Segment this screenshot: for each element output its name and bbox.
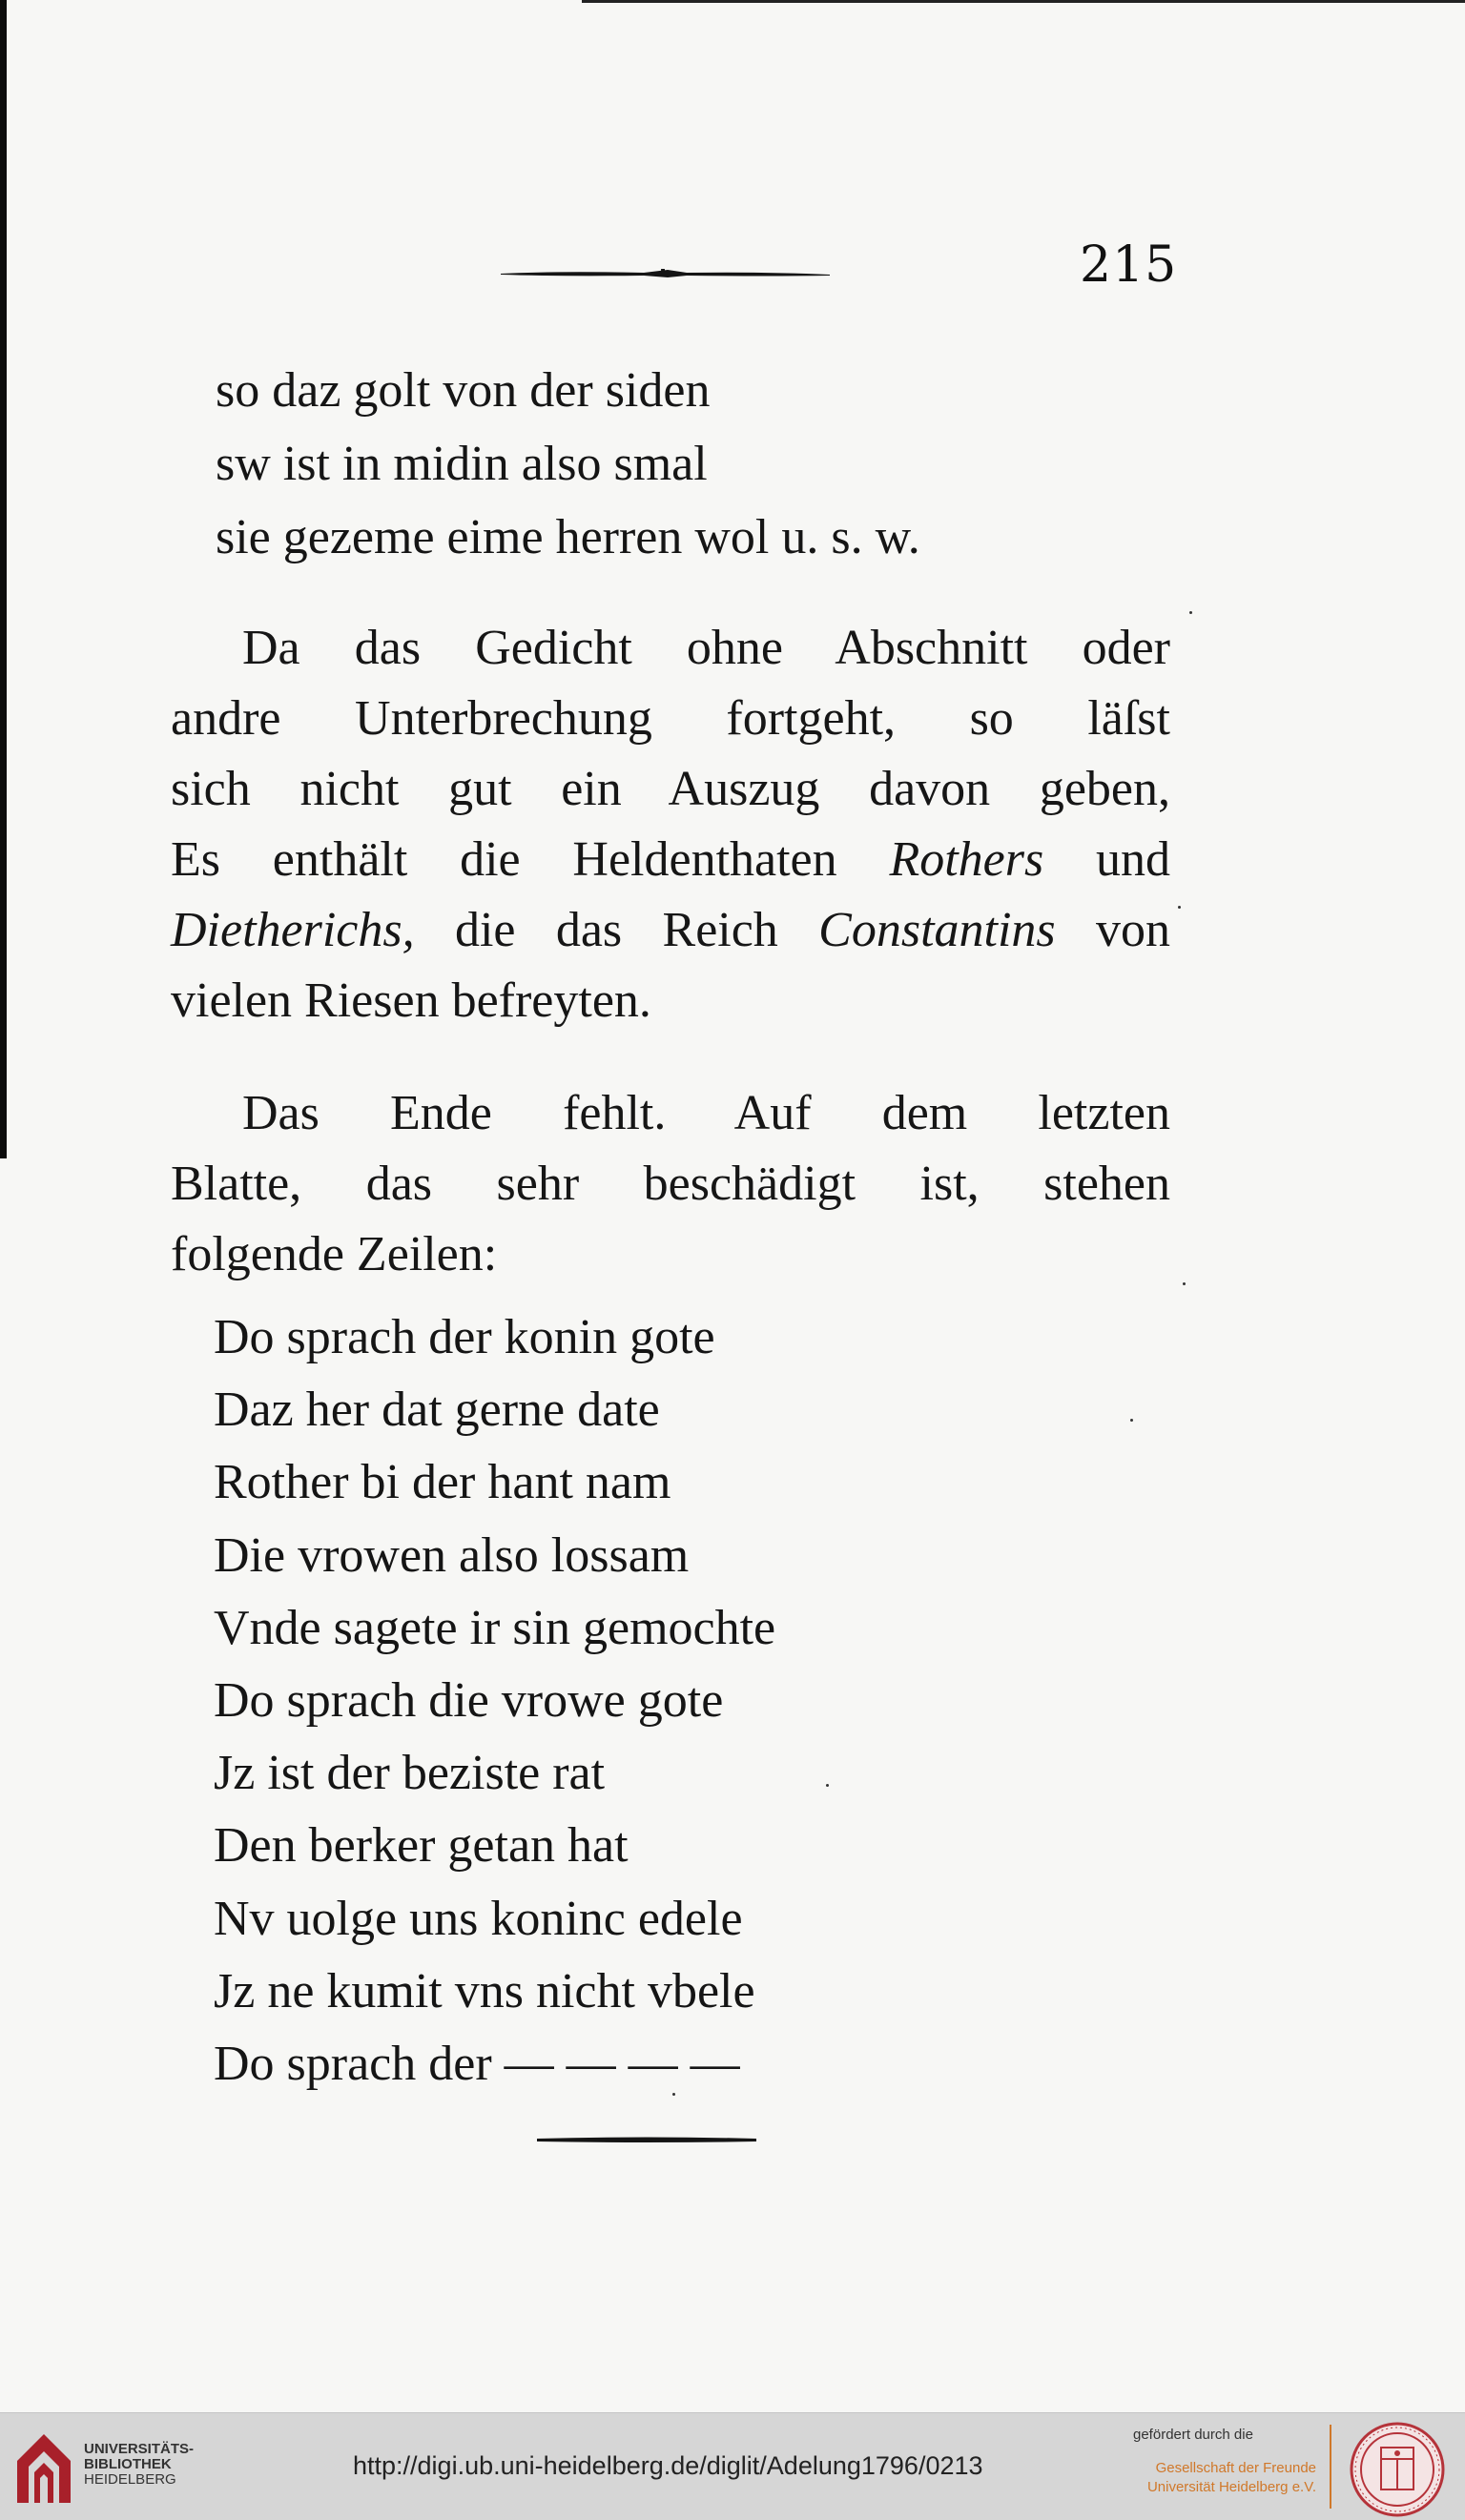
paragraph-line: andre Unterbrechung fortgeht, so läſst (171, 691, 1170, 746)
library-name-line: HEIDELBERG (84, 2471, 176, 2488)
library-name (84, 2442, 194, 2488)
footer-bar (0, 2412, 1465, 2520)
scan-speck (1178, 906, 1181, 909)
text-segment: die das Reich (454, 903, 778, 957)
university-library-logo-icon (13, 2428, 74, 2507)
verse-line: Vnde sagete ir sin gemochte (214, 1600, 776, 1655)
library-name-line: BIBLIOTHEK (84, 2456, 172, 2472)
verse-line: Jz ist der beziste rat (214, 1746, 606, 1801)
scan-speck (1183, 1282, 1186, 1285)
paragraph-line (171, 825, 1170, 895)
library-name-line: UNIVERSITÄTS- (84, 2441, 195, 2457)
verse-line: Nv uolge uns koninc edele (214, 1891, 743, 1946)
italic-name: Dietherichs, (171, 903, 415, 957)
verse-line: sie gezeme eime herren wol u. s. w. (216, 510, 920, 564)
sponsor-name (1133, 2459, 1316, 2497)
paragraph-line: vielen Riesen befreyten. (171, 973, 651, 1028)
sponsor-divider (1330, 2425, 1331, 2509)
header-ornament-rule (501, 269, 830, 277)
text-segment: von (1096, 903, 1171, 957)
verse-line: Den berker getan hat (214, 1818, 629, 1874)
verse-block-top (216, 354, 920, 574)
paragraph-line (171, 895, 1170, 966)
verse-line: Do sprach der konin gote (214, 1310, 715, 1364)
permalink-url[interactable]: http://digi.ub.uni-heidelberg.de/diglit/Adelung1796/0213 (353, 2451, 983, 2480)
paragraph-line: Das Ende fehlt. Auf dem letzten (242, 1086, 1170, 1140)
funded-by-label: gefördert durch die (1133, 2427, 1253, 2443)
italic-name: Rothers (889, 832, 1044, 887)
scan-speck (1189, 611, 1192, 614)
paragraph-line: Da das Gedicht ohne Abschnitt oder (242, 621, 1170, 675)
verse-block-bottom (214, 1301, 775, 2100)
paragraph-line: folgende Zeilen: (171, 1227, 498, 1281)
scan-edge-top (582, 0, 1465, 3)
scan-speck (672, 2093, 675, 2096)
page-number: 215 (1080, 236, 1178, 294)
sponsor-name-line: Universität Heidelberg e.V. (1146, 2479, 1316, 2495)
verse-line: sw ist in midin also smal (216, 437, 708, 491)
verse-line: Die vrowen also lossam (214, 1527, 690, 1583)
scan-edge-left (0, 0, 7, 1158)
text-segment: Es enthält die Heldenthaten (171, 832, 837, 887)
paragraph-1 (171, 613, 1170, 1036)
verse-line: Rother bi der hant nam (214, 1455, 671, 1510)
paragraph-line: sich nicht gut ein Auszug davon geben, (171, 762, 1170, 816)
text-segment: und (1096, 832, 1170, 887)
verse-line: Daz her dat gerne date (214, 1383, 660, 1438)
verse-line: Do sprach die vrowe gote (214, 1672, 724, 1728)
paragraph-line: Blatte, das sehr beschädigt ist, stehen (171, 1157, 1170, 1211)
university-seal-icon (1349, 2421, 1446, 2518)
paragraph-2 (171, 1078, 1170, 1290)
sponsor-name-line: Gesellschaft der Freunde (1155, 2460, 1316, 2476)
verse-line: Do sprach der — — — — (214, 2036, 740, 2091)
italic-name: Constantins (818, 903, 1056, 957)
verse-line: Jz ne kumit vns nicht vbele (214, 1963, 755, 2018)
closing-ornament-rule (537, 2136, 756, 2143)
scan-speck (826, 1784, 829, 1787)
verse-line: so daz golt von der siden (216, 363, 711, 418)
scan-speck (1130, 1419, 1133, 1422)
